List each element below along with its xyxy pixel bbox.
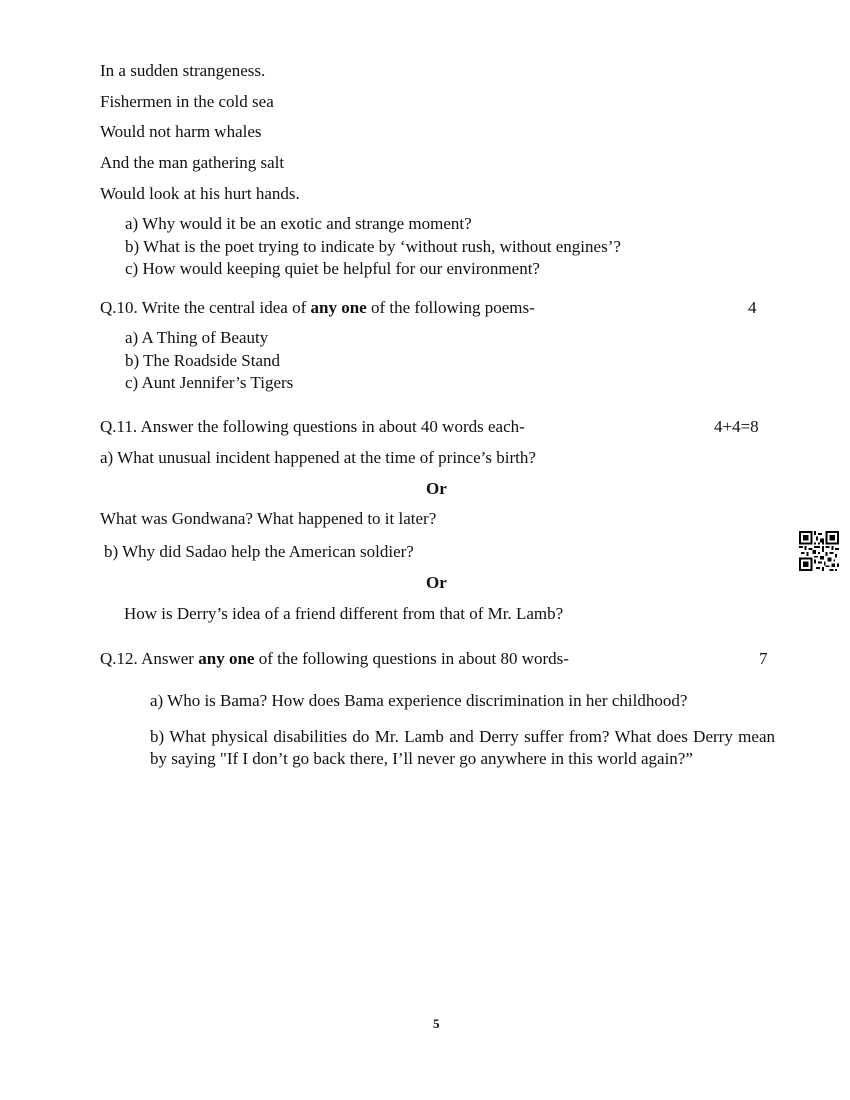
q10-option-c: c) Aunt Jennifer’s Tigers [125,373,294,392]
poem-line: Would not harm whales [100,122,262,141]
q12-bold: any one [198,649,255,668]
q12-heading [100,649,569,669]
q12-number: Q.12. [100,649,138,668]
q11-b: b) Why did Sadao help the American soldier? [104,542,414,561]
q10-marks: 4 [748,298,757,317]
q11-or-2: Or [426,573,447,592]
q10-bold: any one [310,298,367,317]
q10-text-after: of the following poems- [370,298,535,317]
q12-marks: 7 [759,649,768,668]
q12-text-after: of the following questions in about 80 words- [258,649,569,668]
q10-option-b: b) The Roadside Stand [125,351,281,370]
q12-a: a) Who is Bama? How does Bama experience discrimination in her childhood? [150,691,688,710]
q11-b-alt: How is Derry’s idea of a friend different from that of Mr. Lamb? [124,604,564,623]
poem-question-a: a) Why would it be an exotic and strange moment? [125,214,472,233]
q12-b: b) What physical disabilities do Mr. Lamb and Derry suffer from? What does Derry mean by saying "If I don’t go back there, I’ll never go anywhere in this world again?” [150,727,775,768]
q11-text: Answer the following questions in about 40 words each- [140,417,525,436]
page-number: 5 [433,1016,440,1031]
q10-text-before: Write the central idea of [141,298,307,317]
poem-question-b: b) What is the poet trying to indicate by ‘without rush, without engines’? [125,237,621,256]
q10-option-a: a) A Thing of Beauty [125,328,269,347]
q10-number: Q.10. [100,298,138,317]
q11-number: Q.11. [100,417,138,436]
q11-or-1: Or [426,479,447,498]
poem-line: In a sudden strangeness. [100,61,266,80]
q11-a-alt: What was Gondwana? What happened to it later? [100,509,437,528]
q12-text-before: Answer [141,649,194,668]
q11-a: a) What unusual incident happened at the time of prince’s birth? [100,448,536,467]
q11-heading [100,417,525,437]
qr-code [799,531,839,571]
q10-heading [100,298,535,318]
poem-line: Would look at his hurt hands. [100,184,300,203]
poem-line: And the man gathering salt [100,153,285,172]
q11-marks: 4+4=8 [714,417,759,436]
poem-line: Fishermen in the cold sea [100,92,274,111]
poem-question-c: c) How would keeping quiet be helpful for our environment? [125,259,540,278]
